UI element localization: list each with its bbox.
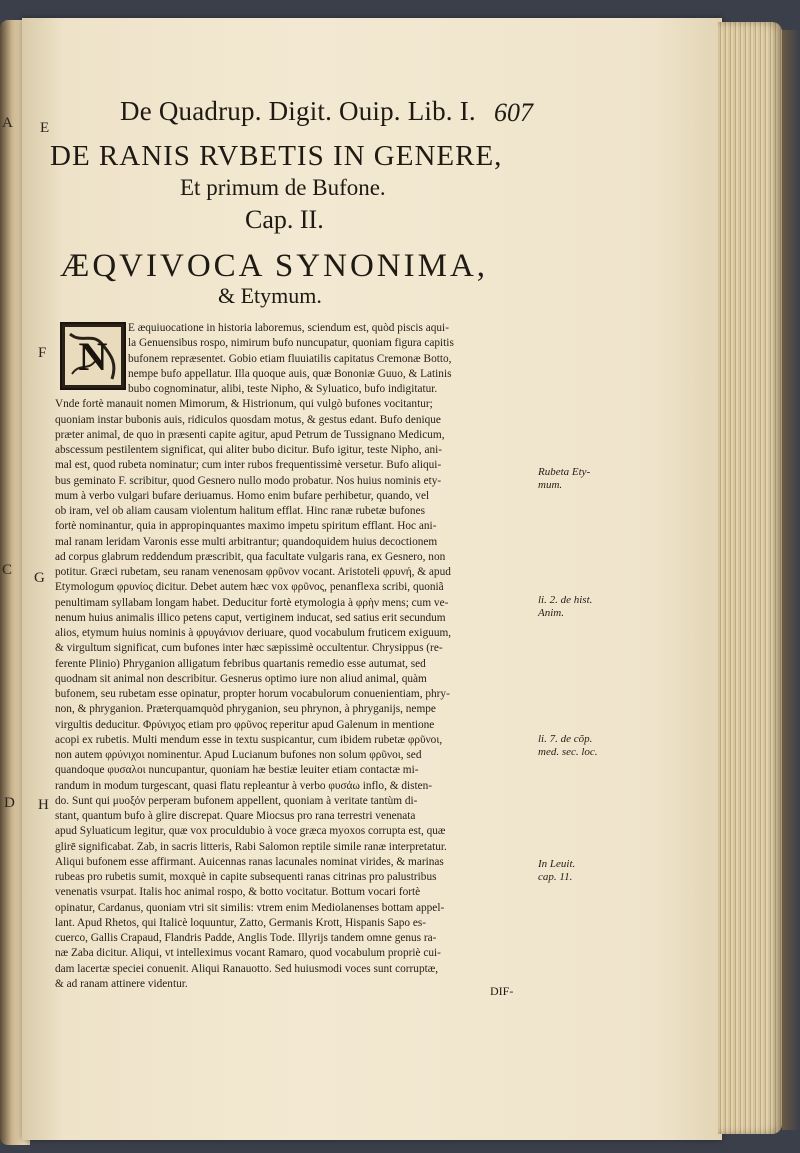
text-line: lant. Apud Rhetos, qui Italicè loquuntur, Zatto, Germanis Krott, Hispanis Sapo es-: [55, 916, 427, 929]
text-line: mum à verbo vulgari bufare deriuamus. Homo enim bufare perhibetur, quando, vel: [55, 489, 430, 502]
chapter-subtitle: Et primum de Bufone.: [180, 175, 386, 200]
side-note-line: mum.: [538, 479, 563, 491]
text-line: quandoque φυσαλοι nuncupantur, quoniam hæ bestiæ leuiter etiam contactæ mi-: [55, 764, 419, 777]
chapter-title: DE RANIS RVBETIS IN GENERE,: [50, 140, 503, 172]
catchword: DIF-: [490, 984, 514, 998]
text-line: Etymologum φρυνίος dicitur. Debet autem hæc vox φρῦνος, penanflexa scribi, quoniã: [55, 581, 444, 594]
side-note-leuit: [538, 858, 575, 884]
text-line: virgultis deducitur. Φρύνιχος etiam pro φρῦνος reperitur apud Galenum in mentione: [55, 718, 435, 731]
edge-shadow: [782, 30, 800, 1130]
text-line: non, & phryganion. Præterquamquòd phryganion, seu phrynon, à phryganijs, nempe: [55, 703, 436, 716]
text-line: randum in modum turgescant, quasi flatu repleantur à verbo φυσάω inflo, & disten-: [55, 779, 433, 792]
text-line: la Genuensibus rospo, nimirum bufo nuncupatur, quoniam figura capitis: [128, 337, 454, 350]
text-line: do. Sunt qui μυοξόν perperam bufonem appellent, quoniam à veritate tantùm di-: [55, 794, 418, 807]
chapter-number: Cap. II.: [245, 205, 324, 234]
text-line: stant, quantum bufo à glire discrepat. Quare Miocsus pro rana terrestri venenata: [55, 810, 416, 822]
side-note-line: med. sec. loc.: [538, 746, 598, 758]
text-line: glirē significabat. Zab, in sacris litteris, Rabi Salomon reptile simile ranæ interpretatur.: [55, 840, 447, 853]
text-line: cuerco, Gallis Crapaud, Flandris Padde, Anglis Tode. Illyrijs tandem omne genus ra-: [55, 932, 437, 944]
text-line: E æquiuocatione in historia laboremus, sciendum est, quòd piscis aqui-: [128, 322, 449, 334]
text-line: rubeas pro rubetis sumit, moxquè in capite subsequenti ranas citrinas pro palustribus: [55, 871, 437, 883]
side-note-rubeta-etymum: [538, 466, 590, 492]
book-fore-edge: [718, 22, 782, 1134]
body-text: [55, 321, 535, 992]
text-line: præter animal, de quo in præsenti capite agitur, apud Petrum de Tussignano Medicum,: [55, 428, 445, 441]
text-line: dam lacertæ speciei conuenit. Aliqui Ranauotto. Sed huiusmodi voces sunt corruptæ,: [55, 962, 439, 975]
text-line: & virgultum significat, cum bufones inter hæc sæpissimè occultentur. Chrysippus (re-: [55, 642, 443, 655]
left-edge-letter-d: D: [4, 795, 15, 811]
text-line: ferente Plinio) Phryganion alligatum febribus quartanis remedio esse autumat, sed: [55, 657, 426, 670]
text-line: ad corpus glabrum reddendum præscribit, qua facultate vulgaris rana, ex Gesnero, non: [55, 550, 446, 563]
text-line: nempe bufo appellatur. Illa quoque auis, quæ Bononiæ Guuo, & Latinis: [128, 367, 452, 380]
left-edge-letter-a: A: [2, 115, 13, 131]
side-note-line: Rubeta Ety-: [538, 466, 591, 478]
text-line: opinatur, Cardanus, quoniam vtri sit similis: vtrem enim Mediolanenses bottam appel-: [55, 901, 445, 914]
running-head: De Quadrup. Digit. Ouip. Lib. I.: [120, 96, 476, 126]
text-line: nenum huius animalis illico petens caput, vertiginem inducat, sed satius erit secundum: [55, 611, 446, 624]
side-note-line: Anim.: [538, 607, 564, 619]
side-note-comp-med: [538, 733, 598, 759]
section-heading: ÆQVIVOCA SYNONIMA,: [60, 248, 489, 284]
text-line: venenatis vsurpat. Italis hoc animal rospo, & botto vocitatur. Bottum vocari fortè: [55, 886, 421, 899]
left-edge-letter-c: C: [2, 562, 13, 578]
page-number: 607: [494, 98, 533, 127]
margin-letter-g: G: [34, 570, 45, 586]
side-note-line: li. 2. de hist.: [538, 594, 593, 606]
text-line: potitur. Græci rubetam, seu ranam venenosam φρῦνον vocant. Aristoteli φρυνή, & apud: [55, 566, 451, 578]
margin-letter-f: F: [38, 345, 47, 361]
side-note-line: In Leuit.: [538, 858, 576, 870]
text-line: quoniam instar bubonis auis, ridiculos quosdam motus, & gestus edant. Bufo denique: [55, 413, 441, 426]
text-line: non autem φρύνιχοι nominentur. Apud Lucianum bufones non solum φρῦνοι, sed: [55, 749, 422, 761]
text-line: mal ranam leridam Varonis esse multi arbitrantur; quandoquidem huius decoctionem: [55, 535, 438, 548]
text-line: alios, etymum huius nominis à φρυγάνιον deriuare, quod vocabulum fruticem exiguum,: [55, 627, 452, 639]
text-line: & ad ranam attinere videntur.: [55, 977, 188, 990]
text-line: ob iram, vel ob aliam causam violentum halitum efflat. Hinc ranæ rubetæ bufones: [55, 505, 425, 517]
text-line: quodnam sit animal non describitur. Gesnerus optimo iure non aliud animal, quàm: [55, 672, 427, 685]
text-line: fortè nominantur, quia in appropinquantes maximo impetu spiritum efflant. Hoc ani-: [55, 520, 437, 533]
text-line: bus geminato F. scribitur, quod Gesnero nullo modo probatur. Nos huius nominis ety-: [55, 474, 442, 487]
margin-letter-e: E: [40, 120, 50, 136]
text-line: bufonem, seu rubetam esse opinatur, propter horum vocabulorum conuenientiam, phry-: [55, 688, 450, 700]
section-subheading: & Etymum.: [218, 283, 322, 308]
side-note-line: cap. 11.: [538, 871, 573, 883]
text-line: næ Zaba dicitur. Aliqui, vt intelleximus vocant Ramaro, quod vocabulum propriè cui-: [55, 947, 441, 960]
text-line: apud Syluaticum legitur, quæ vox proculdubio à voce græca myoxos corrupta est, quæ: [55, 825, 446, 838]
text-line: bubo cognominatur, alibi, teste Nipho, & Syluatico, bufo indigitatur.: [128, 383, 438, 395]
text-line: acopi ex rubetis. Multi mendum esse in textu suspicantur, cum ibidem rubetæ φρῦνοι,: [55, 733, 443, 746]
initial-letter: N: [78, 334, 108, 379]
text-line: Aliqui bufonem esse affirmant. Auicennas ranas lacunales nominat virides, & marinas: [55, 855, 444, 868]
text-line: bufonem repræsentet. Gobio etiam fluuiatilis capitatus Cremonæ Botto,: [128, 352, 452, 365]
text-line: penultimam syllabam longam habet. Deducitur fortè etymologia à φρὴν mens; cum ve-: [55, 596, 449, 609]
side-note-hist-anim: [538, 594, 592, 620]
margin-letter-h: H: [38, 797, 49, 813]
text-line: Vnde fortè manauit nomen Mimorum, & Histrionum, qui vulgò bufones vocitantur;: [55, 398, 433, 411]
text-line: abscessum pestilentem significat, qui aliter bubo dicitur. Bufo igitur, teste Nipho, ani-: [55, 444, 443, 456]
text-line: mal est, quod rubeta nominatur; cum inter rubos frequentissimè versetur. Bufo aliqui-: [55, 459, 442, 472]
side-note-line: li. 7. de cõp.: [538, 733, 593, 745]
